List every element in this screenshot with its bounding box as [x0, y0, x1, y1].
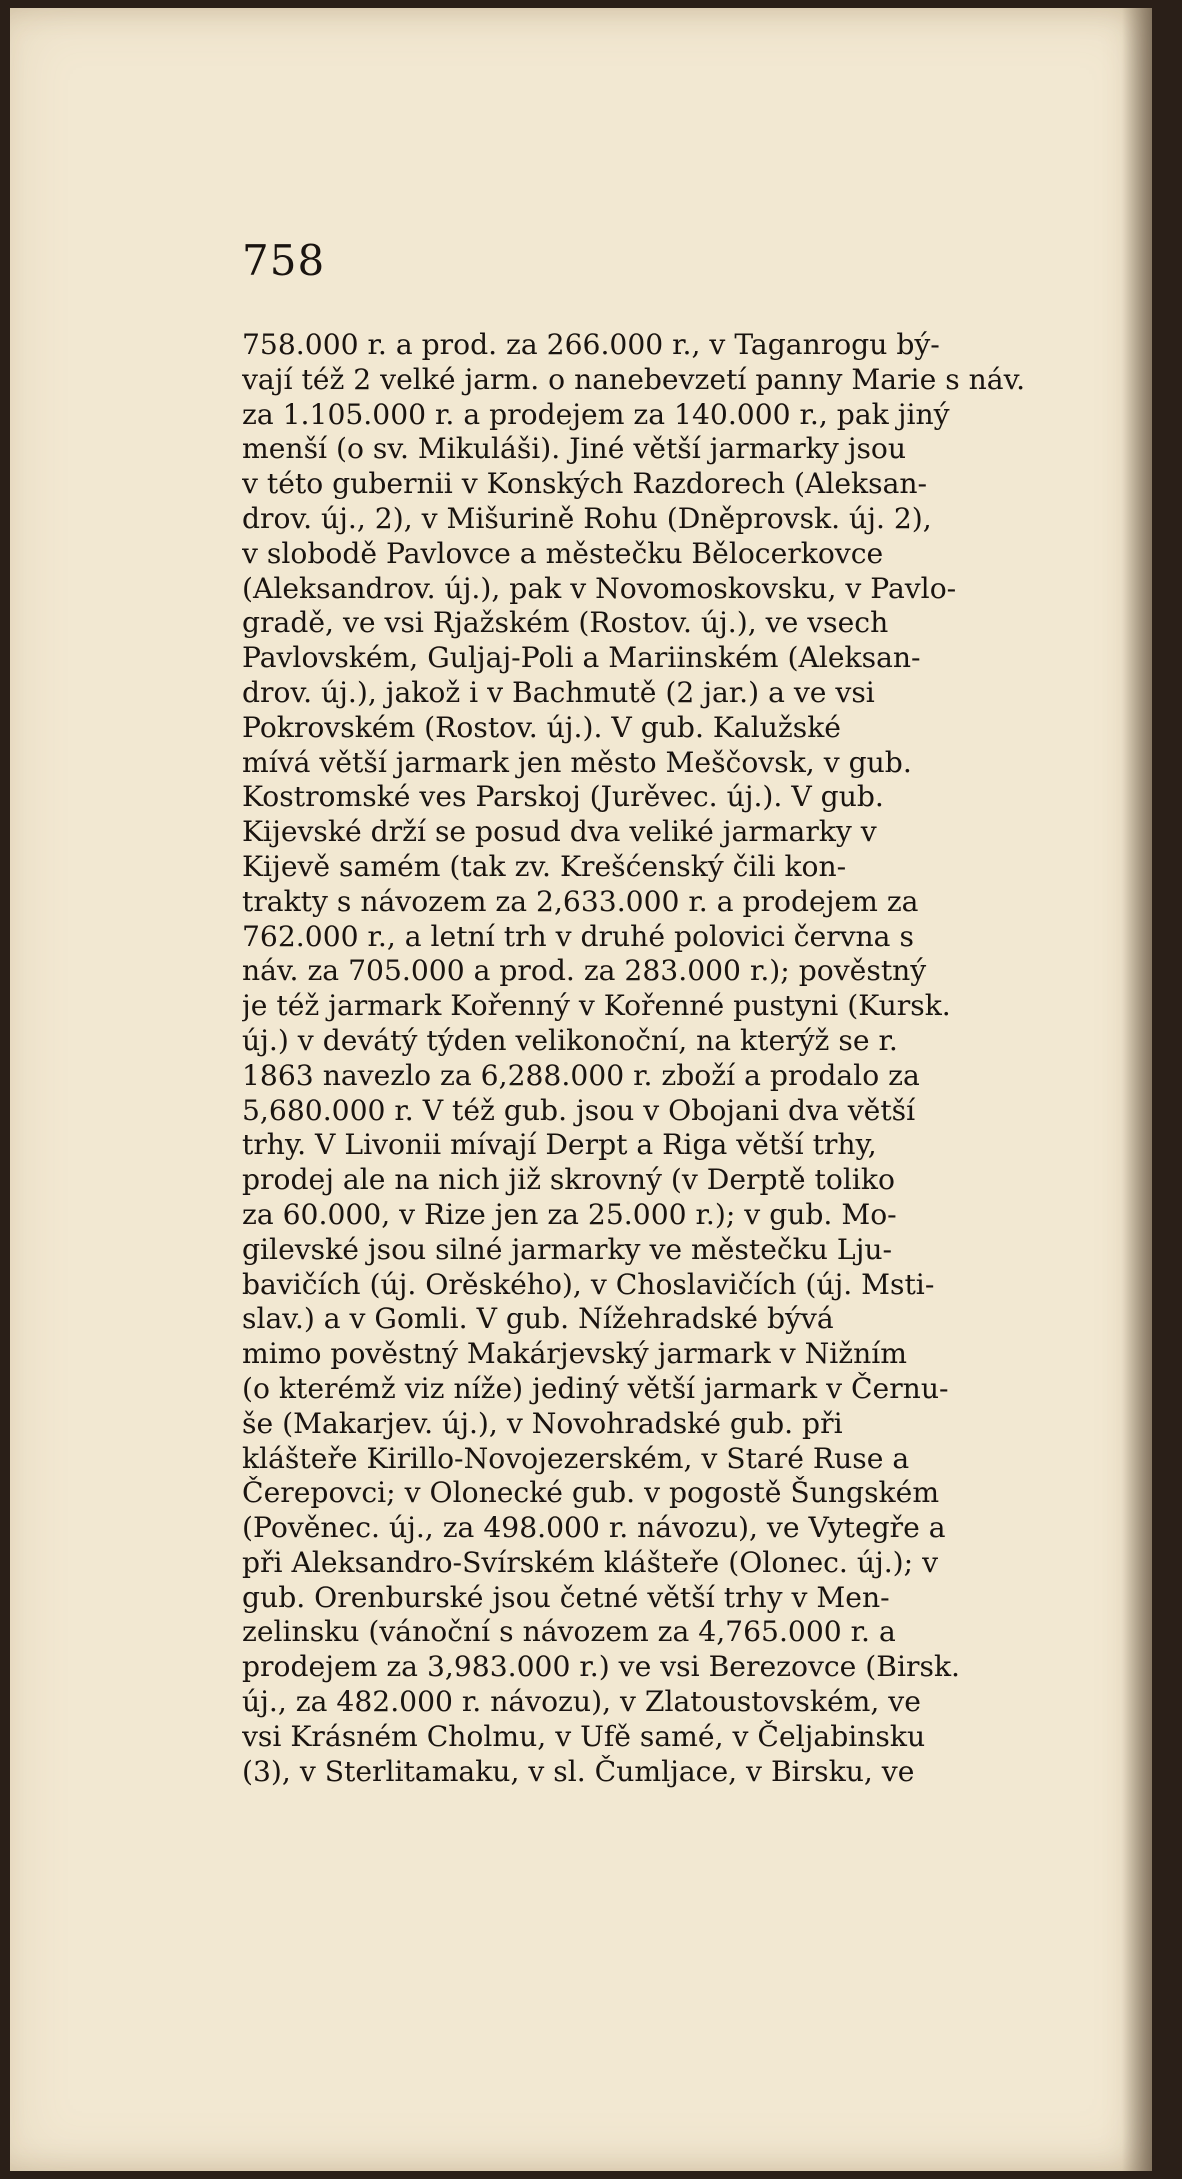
- text-line: 758.000 r. a prod. za 266.000 r., v Taganrogu bý-: [242, 328, 940, 361]
- text-line: za 1.105.000 r. a prodejem za 140.000 r., pak jiný: [242, 397, 950, 431]
- text-line: klášteře Kirillo-Novojezerském, v Staré Ruse a: [242, 1441, 910, 1475]
- text-line: Kijevské drží se posud dva veliké jarmarky v: [242, 815, 877, 849]
- text-line: új., za 482.000 r. návozu), v Zlatoustovském, ve: [242, 1685, 921, 1719]
- text-line: Kostromské ves Parskoj (Jurěvec. új.). V gub.: [242, 780, 884, 814]
- text-line: náv. za 705.000 a prod. za 283.000 r.); pověstný: [242, 954, 927, 988]
- text-line: v této gubernii v Konských Razdorech (Aleksan-: [242, 467, 928, 501]
- text-line: v slobodě Pavlovce a městečku Bělocerkovce: [242, 536, 884, 570]
- text-line: mívá větší jarmark jen město Meščovsk, v gub.: [242, 745, 912, 779]
- page-spine-shadow: [1122, 8, 1152, 2171]
- text-line: új.) v devátý týden velikonoční, na kterýž se r.: [242, 1023, 898, 1057]
- text-line: vají též 2 velké jarm. o nanebevzetí panny Marie s náv.: [242, 362, 1026, 396]
- text-line: Čerepovci; v Olonecké gub. v pogostě Šungském: [242, 1476, 940, 1510]
- text-line: Pokrovském (Rostov. új.). V gub. Kalužské: [242, 710, 841, 744]
- text-line: (3), v Sterlitamaku, v sl. Čumljace, v Birsku, ve: [242, 1754, 915, 1788]
- text-line: drov. új.), jakož i v Bachmutě (2 jar.) a ve vsi: [242, 675, 875, 709]
- text-line: menší (o sv. Mikuláši). Jiné větší jarmarky jsou: [242, 432, 907, 466]
- text-line: gilevské jsou silné jarmarky ve městečku Lju-: [242, 1232, 893, 1266]
- text-line: drov. új., 2), v Mišurině Rohu (Dněprovsk. új. 2),: [242, 501, 932, 535]
- text-line: vsi Krásném Cholmu, v Ufě samé, v Čeljabinsku: [242, 1719, 926, 1753]
- text-line: prodejem za 3,983.000 r.) ve vsi Berezovce (Birsk.: [242, 1650, 961, 1684]
- page-number: 758: [242, 236, 326, 285]
- text-line: (Aleksandrov. új.), pak v Novomoskovsku, v Pavlo-: [242, 571, 957, 605]
- text-line: (Pověnec. új., za 498.000 r. návozu), ve Vytegře a: [242, 1511, 946, 1545]
- text-line: zelinsku (vánoční s návozem za 4,765.000 r. a: [242, 1615, 896, 1649]
- text-line: prodej ale na nich již skrovný (v Derptě toliko: [242, 1163, 895, 1197]
- text-line: bavičích (új. Orěského), v Choslavičích (új. Msti-: [242, 1267, 935, 1301]
- book-page: [10, 8, 1152, 2171]
- text-line: še (Makarjev. új.), v Novohradské gub. při: [242, 1406, 843, 1440]
- text-line: 5,680.000 r. V též gub. jsou v Obojani dva větší: [242, 1093, 916, 1127]
- text-line: gradě, ve vsi Rjažském (Rostov. új.), ve vsech: [242, 606, 889, 640]
- text-line: je též jarmark Kořenný v Kořenné pustyni (Kursk.: [242, 989, 951, 1023]
- text-line: trhy. V Livonii mívají Derpt a Riga větší trhy,: [242, 1128, 877, 1162]
- text-line: za 60.000, v Rize jen za 25.000 r.); v gub. Mo-: [242, 1197, 897, 1231]
- text-line: 762.000 r., a letní trh v druhé polovici června s: [242, 919, 914, 953]
- text-line: mimo pověstný Makárjevský jarmark v Nižním: [242, 1337, 908, 1371]
- text-line: (o kterémž viz níže) jediný větší jarmark v Černu-: [242, 1371, 949, 1405]
- text-line: při Aleksandro-Svírském klášteře (Olonec. új.); v: [242, 1545, 939, 1579]
- text-line: 1863 navezlo za 6,288.000 r. zboží a prodalo za: [242, 1058, 920, 1092]
- text-line: Kijevě samém (tak zv. Krešćenský čili kon-: [242, 849, 847, 883]
- body-text: [242, 328, 1102, 1789]
- text-line: gub. Orenburské jsou četné větší trhy v Men-: [242, 1580, 890, 1614]
- text-line: slav.) a v Gomli. V gub. Nížehradské bývá: [242, 1302, 834, 1336]
- text-line: Pavlovském, Guljaj-Poli a Mariinském (Aleksan-: [242, 641, 921, 675]
- text-line: trakty s návozem za 2,633.000 r. a prodejem za: [242, 884, 919, 918]
